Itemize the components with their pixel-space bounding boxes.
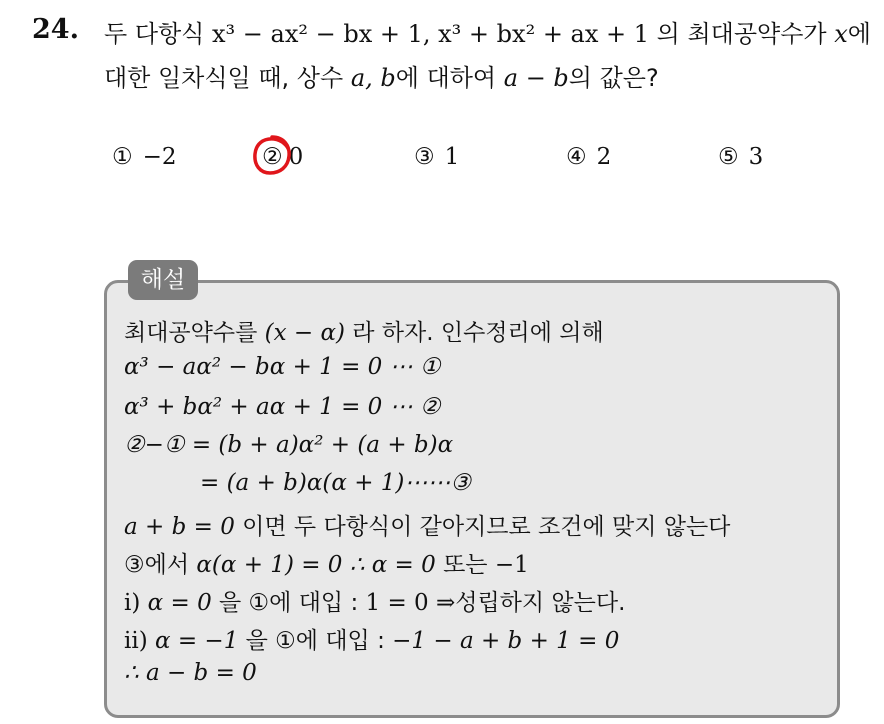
solution-math: α(α + 1) = 0 ∴ α = 0 (196, 552, 436, 578)
solution-line-5 (200, 470, 471, 496)
question-variable: x (834, 20, 848, 48)
choice-4[interactable] (566, 144, 611, 170)
choice-mark: ① (112, 144, 133, 170)
question-text: 에 대하여 (395, 64, 504, 92)
solution-equation-2: α³ + bα² + aα + 1 = 0 ⋯ ② (124, 394, 441, 420)
choice-value: −2 (142, 144, 177, 170)
choice-mark: ③ (414, 144, 435, 170)
question-text: 에 (847, 20, 871, 48)
solution-text: 을 ①에 대입 : (238, 628, 393, 654)
question-text: 대한 일차식일 때, 상수 (104, 64, 351, 92)
solution-math: (x − α) (264, 320, 345, 346)
choice-mark: ⑤ (718, 144, 739, 170)
solution-line-9 (124, 622, 619, 655)
solution-case-label: ii) (124, 628, 155, 654)
question-text: 의 값은? (568, 64, 659, 92)
solution-case-label: i) (124, 590, 148, 616)
solution-math: 1 = 0 ⇒ (365, 590, 456, 616)
choice-value: 2 (596, 144, 612, 170)
solution-conclusion: ∴ a − b = 0 (124, 660, 257, 686)
solution-subtraction: ②−① = (b + a)α² + (a + b)α (124, 432, 454, 458)
question-number: 24. (32, 14, 79, 45)
solution-text: 성립하지 않는다. (455, 590, 626, 616)
solution-line-7 (124, 546, 529, 579)
choice-value: 1 (444, 144, 460, 170)
solution-line-6 (124, 508, 730, 541)
question-text: 두 다항식 (104, 20, 212, 48)
solution-text: ③에서 (124, 552, 197, 578)
solution-line-2 (124, 354, 441, 380)
choice-value: 3 (748, 144, 764, 170)
solution-text: 또는 (435, 552, 495, 578)
solution-factored: = (a + b)α(α + 1)⋯⋯③ (200, 470, 472, 496)
solution-math: −1 − a + b + 1 = 0 (392, 628, 620, 654)
question-constants: a, b (350, 64, 396, 92)
choice-value: 0 (288, 144, 304, 170)
selected-answer-circle-mark (250, 133, 294, 177)
solution-math: a + b = 0 (124, 514, 235, 540)
solution-line-4 (124, 432, 453, 458)
choice-3[interactable] (414, 144, 459, 170)
solution-math: α = 0 (147, 590, 212, 616)
question-expression: a − b (503, 64, 569, 92)
solution-badge: 해설 (128, 260, 198, 300)
solution-line-1 (124, 314, 604, 347)
question-line-1 (104, 14, 871, 49)
choice-1[interactable] (112, 144, 177, 170)
solution-math: α = −1 (155, 628, 239, 654)
solution-text: 최대공약수를 (124, 320, 265, 346)
choice-mark: ② (262, 144, 283, 170)
solution-line-8 (124, 584, 625, 617)
question-line-2 (104, 58, 659, 93)
solution-line-10 (124, 660, 257, 686)
solution-text: 이면 두 다항식이 같아지므로 조건에 맞지 않는다 (234, 514, 731, 540)
solution-line-3 (124, 394, 441, 420)
solution-text: 라 하자. 인수정리에 의해 (344, 320, 604, 346)
solution-text: 을 ①에 대입 : (211, 590, 366, 616)
question-text: 의 최대공약수가 (649, 20, 835, 48)
choice-mark: ④ (566, 144, 587, 170)
choice-5[interactable] (718, 144, 763, 170)
solution-equation-1: α³ − aα² − bα + 1 = 0 ⋯ ① (124, 354, 441, 380)
question-polynomials: x³ − ax² − bx + 1, x³ + bx² + ax + 1 (212, 20, 650, 48)
solution-math: −1 (494, 552, 529, 578)
